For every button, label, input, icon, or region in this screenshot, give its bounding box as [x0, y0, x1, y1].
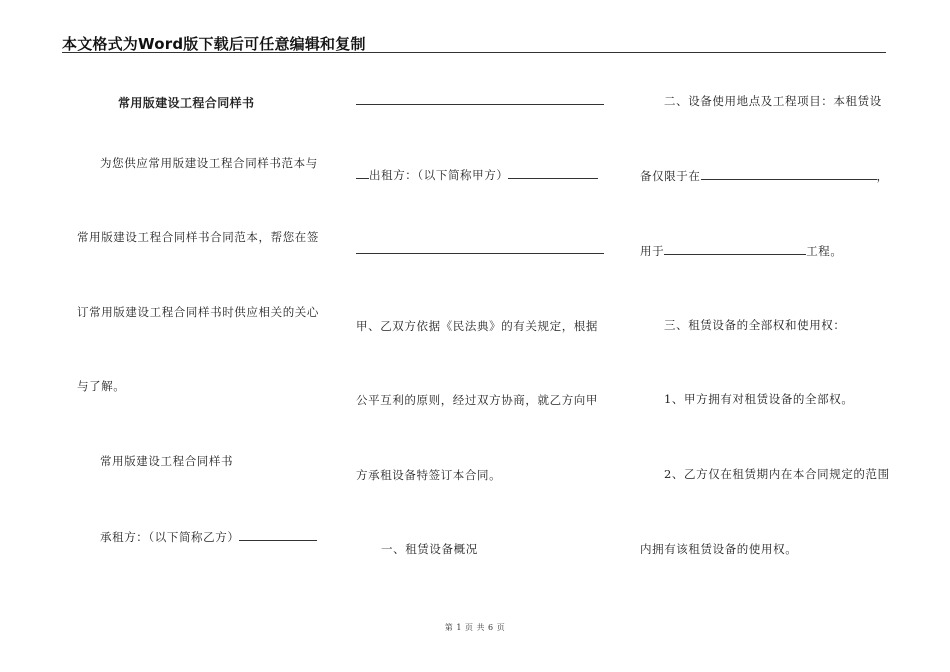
para1-line-1: 甲、乙双方依据《民法典》的有关规定，根据 — [356, 319, 598, 333]
intro-line-4: 与了解。 — [77, 379, 126, 393]
purpose-fill-blank — [664, 242, 806, 255]
ownership-item-2-line-1: 2、乙方仅在租赁期内在本合同规定的范围 — [664, 467, 890, 481]
intro-line-1: 为您供应常用版建设工程合同样书范本与 — [100, 156, 318, 170]
lessee-fill-blank — [239, 528, 317, 541]
location-suffix: ， — [876, 169, 889, 183]
header-divider — [62, 52, 886, 53]
lessor-fill-blank — [508, 166, 598, 179]
para1-line-3: 方承租设备特签订本合同。 — [356, 468, 502, 482]
ownership-item-1: 1、甲方拥有对租赁设备的全部权。 — [664, 392, 854, 406]
section-2-line-3 — [640, 242, 843, 259]
section-1-heading: 一、租赁设备概况 — [381, 542, 478, 556]
purpose-prefix: 用于 — [640, 244, 665, 258]
doc-title: 常用版建设工程合同样书 — [100, 454, 234, 468]
intro-line-2: 常用版建设工程合同样书合同范本，帮您在签 — [77, 230, 319, 244]
ownership-item-2-line-2: 内拥有该租赁设备的使用权。 — [640, 542, 798, 556]
lessor-label: 出租方：（以下简称甲方） — [369, 168, 509, 182]
intro-line-3: 订常用版建设工程合同样书时供应相关的关心 — [77, 305, 319, 319]
location-fill-blank — [701, 167, 877, 180]
section-2-line-2 — [640, 167, 889, 184]
blank-line-middle — [356, 253, 604, 254]
lessor-line — [356, 166, 598, 183]
purpose-suffix: 工程。 — [806, 244, 843, 258]
lessee-label: 承租方：（以下简称乙方） — [100, 530, 240, 544]
section-2-line-1: 二、设备使用地点及工程项目：本租赁设 — [664, 94, 882, 108]
location-prefix: 备仅限于在 — [640, 169, 701, 183]
lessee-line — [100, 528, 317, 545]
lessor-lead-blank — [356, 166, 369, 179]
page-number: 第 1 页 共 6 页 — [444, 623, 506, 632]
para1-line-2: 公平互利的原则，经过双方协商，就乙方向甲 — [356, 393, 598, 407]
blank-line-top — [356, 104, 604, 105]
document-banner: 本文格式为Word版下载后可任意编辑和复制 — [62, 35, 366, 53]
section-3-heading: 三、租赁设备的全部权和使用权： — [664, 318, 846, 332]
contract-title: 常用版建设工程合同样书 — [118, 96, 255, 110]
